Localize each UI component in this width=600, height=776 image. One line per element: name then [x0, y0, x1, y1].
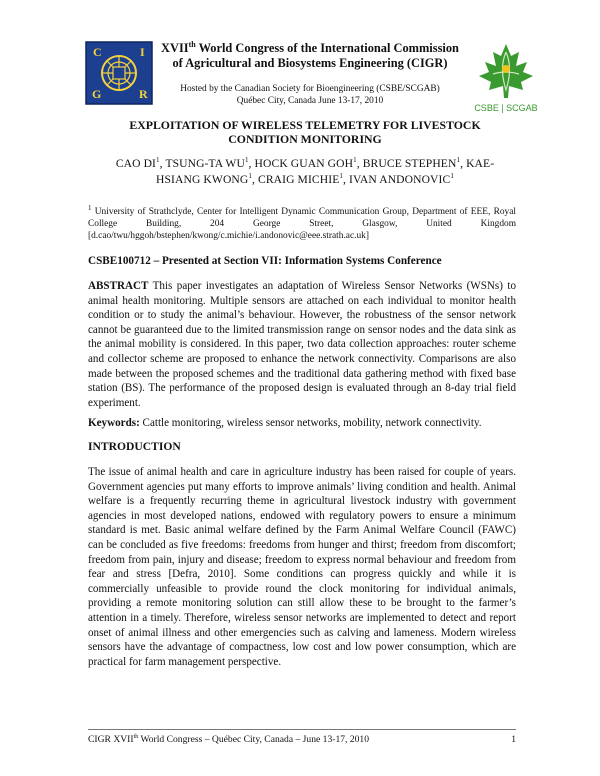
- author-name: IVAN ANDONOVIC: [348, 173, 451, 186]
- footer-text: CIGR XVIIth World Congress – Québec City, Canada – June 13-17, 2010: [88, 733, 370, 745]
- cigr-logo-letter: I: [140, 45, 145, 59]
- csbe-logo: [465, 38, 547, 116]
- presentation-note: CSBE100712 – Presented at Section VII: Information Systems Conference: [88, 255, 442, 267]
- author-name: HSIANG KWONG: [156, 173, 249, 186]
- author-name: TSUNG-TA WU: [165, 157, 245, 170]
- keywords: Keywords: Cattle monitoring, wireless sensor networks, mobility, network connectivity.: [88, 417, 482, 429]
- affiliation: $^1$ University of Strathclyde, Center for Intelligent Dynamic Communication Group, Department of EEE, Royal College Building, 204 George Street, Glasgow, United Kingdom [d.cao/twu/hggoh/bstephen/kwong/c.michie/i.andonovic@eee.strath.ac.uk]: [88, 203, 516, 241]
- author-name: HOCK GUAN GOH: [254, 157, 354, 170]
- introduction-body: The issue of animal health and care in agriculture industry has been raised for couple of years. Government agencies put many efforts to improve animals’ living condition and health. Animal welfare is a frequently recurring theme in agricultural livestock industry with government agencies in most developed nations, endowed with regulatory powers to ensure a minimum standard is met. Basic animal welfare defined by the Farm Animal Welfare Council (FAWC) can be concluded as five freedoms: freedoms from hunger and thirst; freedom from discomfort; freedom from pain, injury and disease; freedom to express normal behaviour and freedom from fear and stress [Defra, 2010]. Some conditions can progress quickly and while it is commercially unfeasible to provide round the clock monitoring for individual animals, providing a remote monitoring solution can still allow these to be brought to the farmer’s attention in a timely. Therefore, wireless sensor networks are implemented to detect and report onset of animal illness and other emergencies such as calving and lameness. Modern wireless sensors have the advantage of compactness, low cost and low power consumption, which are practical for farm management perspective.: [88, 466, 516, 668]
- cigr-logo-letter: G: [92, 87, 102, 101]
- host-info: Hosted by the Canadian Society for Bioengineering (CSBE/SCGAB) Québec City, Canada June 13-17, 2010: [180, 84, 440, 106]
- author-list: CAO $DI^1$, TSUNG-TA $WU^1$, HOCK GUAN GOH$^1$, BRUCE STEPHEN$^1$, KAE- HSIANG KWONG$^1$, CRAIG MICHIE$^1$, IVAN ANDONOVIC$^1$: [115, 156, 495, 186]
- author-name: CRAIG MICHIE: [257, 173, 340, 186]
- keywords-label: Keywords:: [88, 417, 140, 429]
- abstract-label: ABSTRACT: [88, 280, 149, 292]
- author-name: BRUCE STEPHEN: [362, 157, 457, 170]
- csbe-logo-text: CSBE | SCGAB: [474, 103, 538, 113]
- author-name: CAO DI: [115, 157, 157, 170]
- section-heading: INTRODUCTION: [88, 440, 181, 453]
- page-number: 1: [511, 734, 516, 745]
- cigr-logo-letter: C: [93, 45, 102, 59]
- cigr-logo: [85, 41, 153, 105]
- abstract: ABSTRACT This paper investigates an adaptation of Wireless Sensor Networks (WSNs) to animal health monitoring. Multiple sensors are attached on each individual to monitor health condition or to study the animal’s behaviour. However, the robustness of the sensor network cannot be guaranteed due to the limited transmission range on sensor nodes and the data sink as the animal mobility is considered. In this paper, two data collection approaches: router scheme and collector scheme are proposed to enhance the network connectivity. Comparisons are also made between the proposed schemes and the traditional data gathering method with fixed base station (BS). The performance of the proposed design is evaluated through an 8-day trial field experiment.: [88, 280, 516, 409]
- paper-title: EXPLOITATION OF WIRELESS TELEMETRY FOR LIVESTOCK CONDITION MONITORING: [129, 118, 481, 146]
- cigr-logo-letter: R: [139, 87, 148, 101]
- congress-title: XVIIth World Congress of the International Commission of Agricultural and Biosystems Engineering (CIGR): [161, 39, 459, 70]
- footer-divider: [88, 729, 516, 730]
